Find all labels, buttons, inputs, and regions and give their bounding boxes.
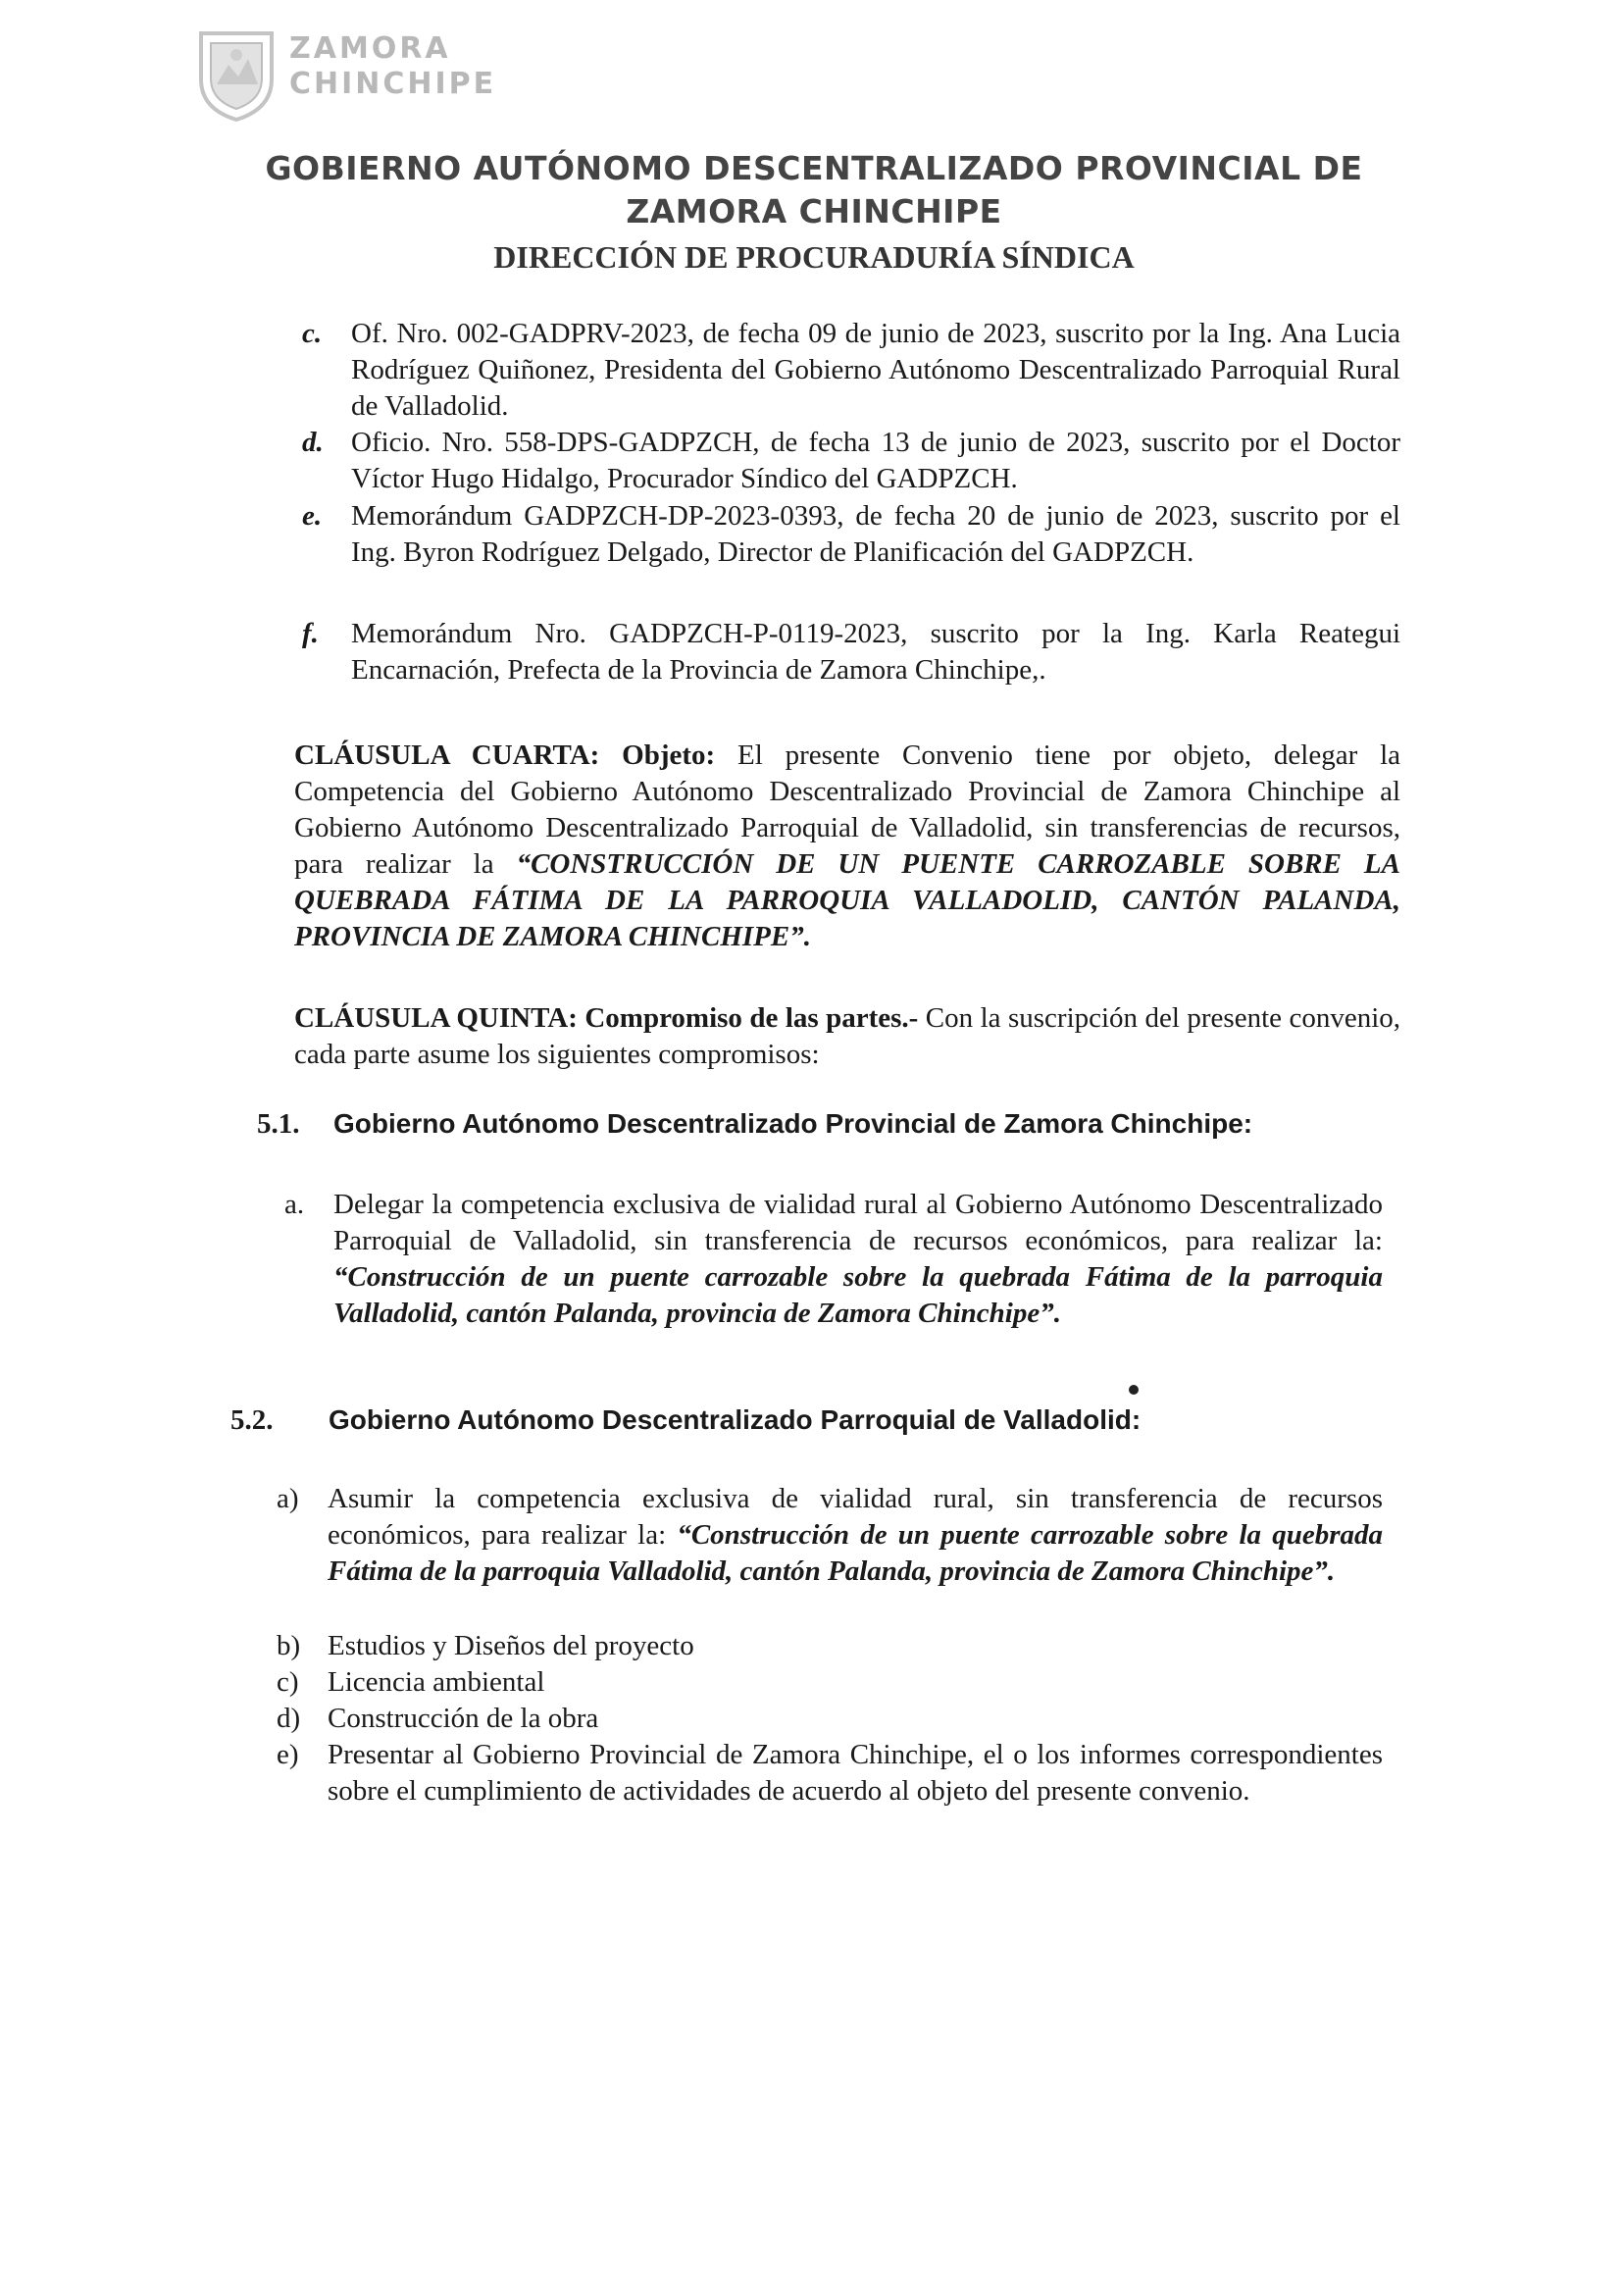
- reference-marker: e.: [302, 500, 323, 532]
- document-header: [255, 147, 1373, 279]
- reference-f: [302, 616, 1400, 688]
- section-52-number: 5.2.: [230, 1404, 274, 1436]
- item-text: [333, 1187, 1383, 1332]
- clausula-cuarta-emphasis: “CONSTRUCCIÓN DE UN PUENTE CARROZABLE SOBRE LA QUEBRADA FÁTIMA DE LA PARROQUIA VALLADOLID, CANTÓN PALANDA, PROVINCIA DE ZAMORA CHINCHIPE”.: [294, 848, 1400, 952]
- item-marker: a): [277, 1483, 299, 1514]
- logo: [191, 22, 497, 129]
- section-52-item-c: [277, 1664, 1383, 1701]
- clausula-quinta: [294, 1000, 1400, 1073]
- header-subtitle: DIRECCIÓN DE PROCURADURÍA SÍNDICA: [493, 239, 1135, 275]
- section-51-title: Gobierno Autónomo Descentralizado Provincial de Zamora Chinchipe:: [333, 1108, 1253, 1139]
- item-text-plain: Asumir la competencia exclusiva de vialidad rural, sin transferencia de recursos económicos, para realizar la:: [328, 1483, 1383, 1551]
- header-title-line2: ZAMORA CHINCHIPE: [626, 192, 1002, 230]
- item-text: Presentar al Gobierno Provincial de Zamora Chinchipe, el o los informes correspondientes sobre el cumplimiento de actividades de acuerdo al objeto del presente convenio.: [328, 1739, 1383, 1807]
- item-text: Construcción de la obra: [328, 1703, 599, 1734]
- section-52-item-d: [277, 1701, 1383, 1737]
- section-52-item-a: [277, 1481, 1383, 1590]
- reference-text: Of. Nro. 002-GADPRV-2023, de fecha 09 de junio de 2023, suscrito por la Ing. Ana Lucia Rodríguez Quiñonez, Presidenta del Gobierno Autónomo Descentralizado Parroquial Rural de Valladolid.: [351, 318, 1400, 422]
- clausula-quinta-text: Con la suscripción del presente convenio, cada parte asume los siguientes compromisos:: [294, 1002, 1400, 1070]
- item-marker: b): [277, 1630, 301, 1661]
- item-marker: e): [277, 1739, 299, 1770]
- item-marker: d): [277, 1703, 301, 1734]
- reference-text: Oficio. Nro. 558-DPS-GADPZCH, de fecha 13 de junio de 2023, suscrito por el Doctor Víctor Hugo Hidalgo, Procurador Síndico del GADPZCH.: [351, 427, 1400, 494]
- section-52-item-b: [277, 1628, 1383, 1664]
- logo-text-line1: ZAMORA: [289, 31, 451, 66]
- ink-dot: [1129, 1385, 1139, 1395]
- reference-text: Memorándum Nro. GADPZCH-P-0119-2023, suscrito por la Ing. Karla Reategui Encarnación, Prefecta de la Provincia de Zamora Chinchipe,.: [351, 618, 1400, 686]
- item-text-emphasis: “Construcción de un puente carrozable sobre la quebrada Fátima de la parroquia Valladolid, cantón Palanda, provincia de Zamora Chinchipe”.: [328, 1519, 1383, 1587]
- item-marker: a.: [284, 1189, 305, 1220]
- item-text-emphasis: “Construcción de un puente carrozable sobre la quebrada Fátima de la parroquia Valladolid, cantón Palanda, provincia de Zamora Chinchipe”.: [333, 1261, 1383, 1329]
- item-text-plain: Delegar la competencia exclusiva de vialidad rural al Gobierno Autónomo Descentralizado Parroquial de Valladolid, sin transferencia de recursos económicos, para realizar la:: [333, 1189, 1383, 1256]
- reference-marker: d.: [302, 427, 324, 458]
- header-title-line1: GOBIERNO AUTÓNOMO DESCENTRALIZADO PROVINCIAL DE: [265, 149, 1363, 187]
- item-marker: c): [277, 1666, 299, 1698]
- item-text: Estudios y Diseños del proyecto: [328, 1630, 694, 1661]
- reference-marker: f.: [302, 618, 319, 649]
- clausula-quinta-label: CLÁUSULA QUINTA: Compromiso de las partes.-: [294, 1002, 919, 1034]
- provincial-seal-icon: [191, 25, 281, 124]
- section-52-item-e: [277, 1737, 1383, 1810]
- clausula-cuarta: [294, 738, 1400, 955]
- reference-text: Memorándum GADPZCH-DP-2023-0393, de fecha 20 de junio de 2023, suscrito por el Ing. Byron Rodríguez Delgado, Director de Planificación del GADPZCH.: [351, 500, 1400, 568]
- section-52-title: Gobierno Autónomo Descentralizado Parroquial de Valladolid:: [329, 1404, 1142, 1435]
- reference-d: [302, 425, 1400, 497]
- logo-text-line2: CHINCHIPE: [289, 67, 497, 101]
- item-text: [328, 1481, 1383, 1590]
- item-text: Licencia ambiental: [328, 1666, 545, 1698]
- section-51-item-a: [284, 1187, 1383, 1332]
- section-51-number: 5.1.: [257, 1108, 300, 1140]
- clausula-cuarta-text: El presente Convenio tiene por objeto, delegar la Competencia del Gobierno Autónomo Descentralizado Provincial de Zamora Chinchipe al Gobierno Autónomo Descentralizado Parroquial de Valladolid, sin transferencias de recursos, para realizar la: [294, 739, 1401, 880]
- reference-marker: c.: [302, 318, 323, 349]
- clausula-cuarta-label: CLÁUSULA CUARTA: Objeto:: [294, 739, 716, 771]
- reference-e: [302, 498, 1400, 571]
- reference-c: [302, 316, 1400, 425]
